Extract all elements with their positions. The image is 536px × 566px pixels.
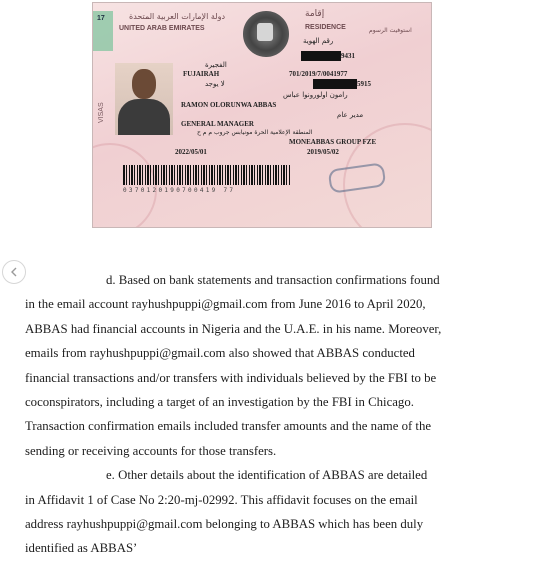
previous-image-button[interactable]	[2, 260, 26, 284]
visa-holder-name: RAMON OLORUNWA ABBAS	[181, 101, 277, 109]
visa-passport-number: 5915	[357, 80, 371, 88]
para-d-line: d. Based on bank statements and transaction confirmations found	[106, 273, 440, 287]
holder-photo	[115, 63, 173, 135]
visa-employer: MONEABBAS GROUP FZE	[289, 138, 377, 146]
chevron-left-icon	[10, 267, 18, 277]
para-d-line: emails from rayhushpuppi@gmail.com also showed that ABBAS conducted	[25, 346, 415, 361]
visa-id-number: 9431	[341, 52, 355, 60]
redaction-bar	[313, 79, 357, 89]
visa-country-arabic: دولة الإمارات العربية المتحدة	[129, 12, 226, 21]
visa-fees-arabic: استوفيت الرسوم	[369, 27, 412, 34]
visa-place-arabic: الفجيرة	[205, 61, 227, 69]
redaction-bar	[301, 51, 341, 61]
residence-visa-image	[92, 2, 432, 228]
visa-expiry-date: 2022/05/01	[175, 148, 207, 156]
para-e-line: e. Other details about the identification of ABBAS are detailed	[106, 468, 428, 483]
visa-side-number: 17	[97, 15, 105, 22]
visa-country: UNITED ARAB EMIRATES	[119, 25, 205, 32]
visa-side-label: VISAS	[98, 102, 105, 123]
visa-barcode-number: 0370120190700419 77	[123, 187, 236, 194]
watermark-circle	[92, 143, 157, 228]
para-e-line: in Affidavit 1 of Case No 2:20-mj-02992. This affidavit focuses on the email	[25, 492, 418, 507]
para-e-line: identified as ABBAS’	[25, 541, 138, 556]
visa-barcode	[123, 165, 291, 185]
photo-body	[118, 99, 170, 135]
visa-place: FUJAIRAH	[183, 70, 220, 78]
para-d-line: coconspirators, including a target of an investigation by the FBI in Chicago.	[25, 395, 414, 410]
para-e-line: address rayhushpuppi@gmail.com belonging to ABBAS which has been duly	[25, 517, 424, 532]
photo-head	[132, 69, 156, 99]
visa-employer-arabic: المنطقة الإعلامية الحرة مونيابس جروب م م ح	[197, 129, 313, 136]
visa-type-arabic: إقامة	[305, 9, 325, 19]
para-d-line: ABBAS had financial accounts in Nigeria and the U.A.E. in his name. Moreover,	[25, 321, 442, 336]
visa-file-number: 701/2019/7/0041977	[289, 70, 348, 78]
visa-issue-date: 2019/05/02	[307, 148, 339, 156]
para-d-line: sending or receiving accounts for those transfers.	[25, 443, 277, 458]
visa-dependent-arabic: لا يوجد	[205, 80, 225, 88]
visa-type: RESIDENCE	[305, 24, 346, 31]
para-d-line: in the email account rayhushpuppi@gmail.com from June 2016 to April 2020,	[25, 297, 426, 312]
visa-id-label-arabic: رقم الهوية	[303, 37, 334, 45]
visa-title-arabic: مدير عام	[337, 111, 364, 119]
affidavit-text	[25, 268, 530, 561]
visa-name-arabic: رامون اولورونوا عباس	[283, 91, 348, 99]
para-d-line: Transaction confirmation emails included transfer amounts and the name of the	[25, 419, 432, 434]
uae-emblem-icon	[243, 11, 289, 57]
visa-profession: GENERAL MANAGER	[181, 120, 254, 128]
para-d-line: financial transactions and/or transfers with individuals believed by the FBI to be	[25, 370, 437, 385]
